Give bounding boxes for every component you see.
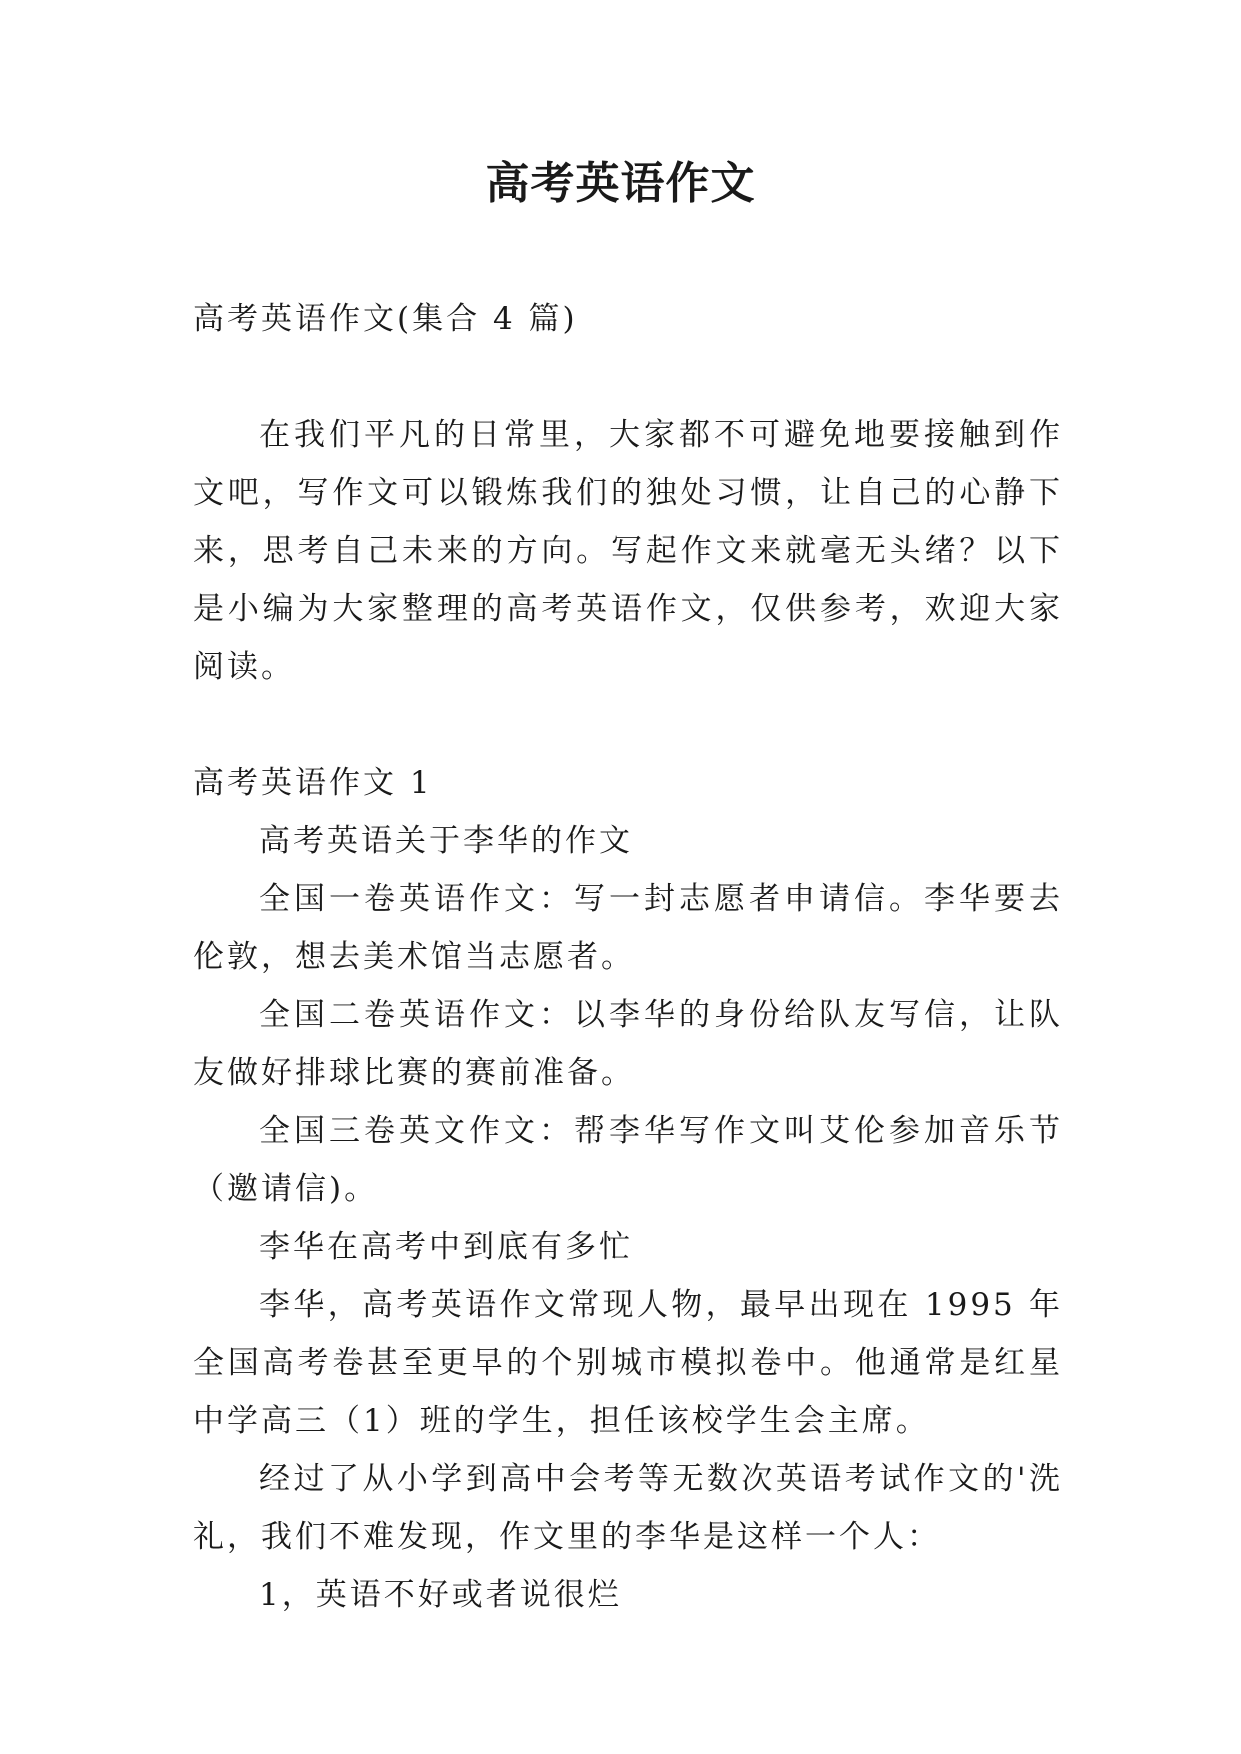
paragraph: 李华，高考英语作文常现人物，最早出现在 1995 年全国高考卷甚至更早的个别城市模拟卷中。他通常是红星中学高三（1）班的学生，担任该校学生会主席。: [193, 1287, 1063, 1439]
paragraph: 高考英语关于李华的作文: [259, 823, 633, 859]
paragraph: 李华在高考中到底有多忙: [259, 1229, 633, 1265]
paragraph: 全国二卷英语作文：以李华的身份给队友写信，让队友做好排球比赛的赛前准备。: [193, 997, 1063, 1091]
paragraph: 1，英语不好或者说很烂: [259, 1577, 622, 1613]
paragraph: 经过了从小学到高中会考等无数次英语考试作文的'洗礼，我们不难发现，作文里的李华是这样一个人：: [193, 1461, 1063, 1555]
document-body: [193, 290, 1063, 1624]
intro-paragraph: 在我们平凡的日常里，大家都不可避免地要接触到作文吧，写作文可以锻炼我们的独处习惯，让自己的心静下来，思考自己未来的方向。写起作文来就毫无头绪？以下是小编为大家整理的高考英语作文，仅供参考，欢迎大家阅读。: [193, 417, 1063, 685]
section-heading: 高考英语作文 1: [193, 765, 433, 801]
paragraph: 全国一卷英语作文：写一封志愿者申请信。李华要去伦敦，想去美术馆当志愿者。: [193, 881, 1063, 975]
paragraph: 全国三卷英文作文：帮李华写作文叫艾伦参加音乐节（邀请信)。: [193, 1113, 1063, 1207]
collection-subtitle: 高考英语作文(集合 4 篇): [193, 301, 578, 337]
document-title: 高考英语作文: [485, 158, 756, 209]
